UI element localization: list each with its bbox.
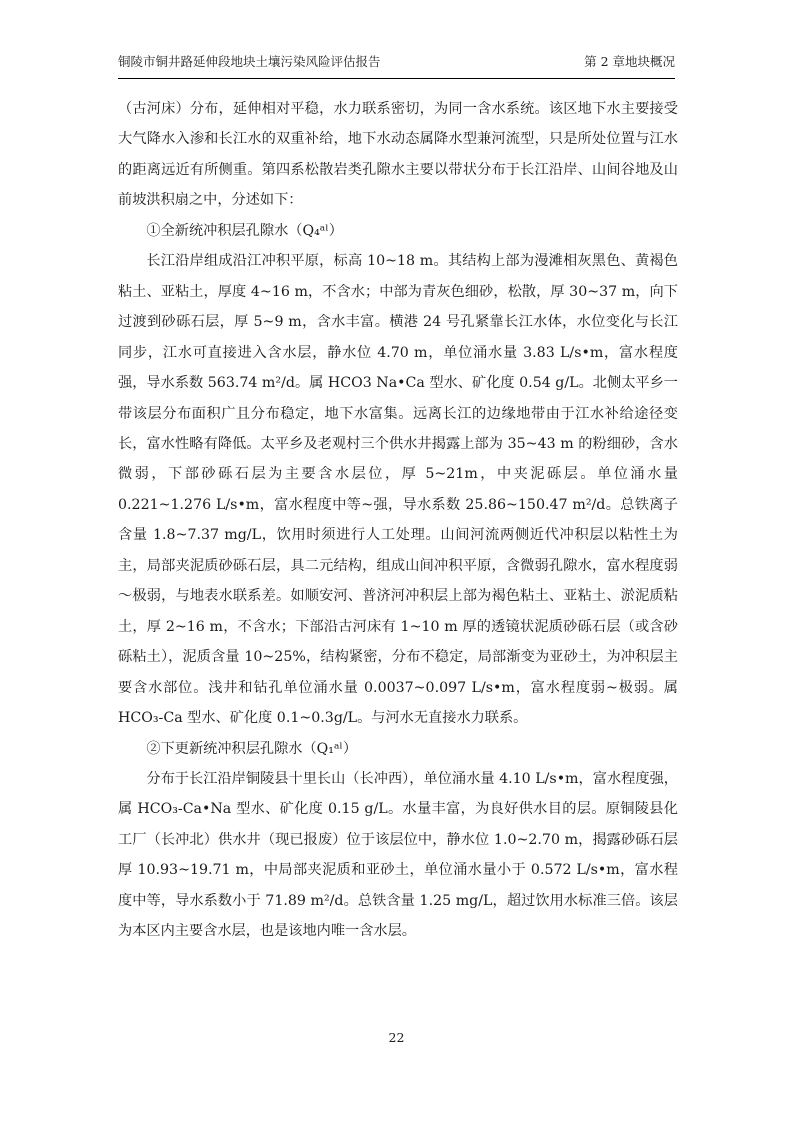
page-footer (0, 1030, 793, 1045)
body-text (118, 94, 678, 947)
report-title: 铜陵市铜井路延伸段地块土壤污染风险评估报告 (118, 54, 381, 69)
page-header (118, 52, 675, 70)
chapter-title: 第 2 章地块概况 (584, 54, 675, 69)
section-heading-holocene: ①全新统冲积层孔隙水（Q₄ᵃˡ） (146, 222, 343, 239)
section-heading-lower-pleistocene: ②下更新统冲积层孔隙水（Q₁ᵃˡ） (146, 740, 358, 757)
paragraph: （古河床）分布，延伸相对平稳，水力联系密切，为同一含水系统。该区地下水主要接受大气降水入渗和长江水的双重补给，地下水动态属降水型兼河流型，只是所处位置与江水的距离远近有所侧重。第四系松散岩类孔隙水主要以带状分布于长江沿岸、山间谷地及山前坡洪积扇之中，分述如下： (118, 101, 678, 209)
header-divider (118, 78, 675, 79)
paragraph: 分布于长江沿岸铜陵县十里长山（长冲西），单位涌水量 4.10 L/s•m，富水程度强，属 HCO₃-Ca•Na 型水、矿化度 0.15 g/L。水量丰富，为良好供水目的层。原铜陵县化工厂（长冲北）供水井（现已报废）位于该层位中，静水位 1.0~2.70 m，揭露砂砾石层厚 10.93~19.71 m，中局部夹泥质和亚砂土，单位涌水量小于 0.572 L/s•m，富水程度中等，导水系数小于 71.89 m²/d。总铁含量 1.25 mg/L，超过饮用水标准三倍。该层为本区内主要含水层，也是该地内唯一含水层。 (118, 770, 678, 940)
paragraph: 长江沿岸组成沿江冲积平原，标高 10~18 m。其结构上部为漫滩相灰黑色、黄褐色粘土、亚粘土，厚度 4~16 m，不含水；中部为青灰色细砂，松散，厚 30~37 m，向下过渡到砂砾石层，厚 5~9 m，含水丰富。横港 24 号孔紧靠长江水体，水位变化与长江同步，江水可直接进入含水层，静水位 4.70 m，单位涌水量 3.83 L/s•m，富水程度强，导水系数 563.74 m²/d。属 HCO3 Na•Ca 型水、矿化度 0.54 g/L。北侧太平乡一带该层分布面积广且分布稳定，地下水富集。远离长江的边缘地带由于江水补给途径变长，富水性略有降低。太平乡及老观村三个供水井揭露上部为 35~43 m 的粉细砂，含水微弱，下部砂砾石层为主要含水层位，厚 5~21m，中夹泥砾层。单位涌水量 0.221~1.276 L/s•m，富水程度中等~强，导水系数 25.86~150.47 m²/d。总铁离子含量 1.8~7.37 mg/L，饮用时须进行人工处理。山间河流两侧近代冲积层以粘性土为主，局部夹泥质砂砾石层，具二元结构，组成山间冲积平原，含微弱孔隙水，富水程度弱～极弱，与地表水联系差。如顺安河、普济河冲积层上部为褐色粘土、亚粘土、淤泥质粘土，厚 2~16 m，不含水；下部沿古河床有 1~10 m 厚的透镜状泥质砂砾石层（或含砂砾粘土），泥质含量 10~25%，结构紧密，分布不稳定，局部渐变为亚砂土，为冲积层主要含水部位。浅井和钻孔单位涌水量 0.0037~0.097 L/s•m，富水程度弱~极弱。属 HCO₃-Ca 型水、矿化度 0.1~0.3g/L。与河水无直接水力联系。 (118, 253, 678, 727)
page-number: 22 (388, 1030, 405, 1045)
